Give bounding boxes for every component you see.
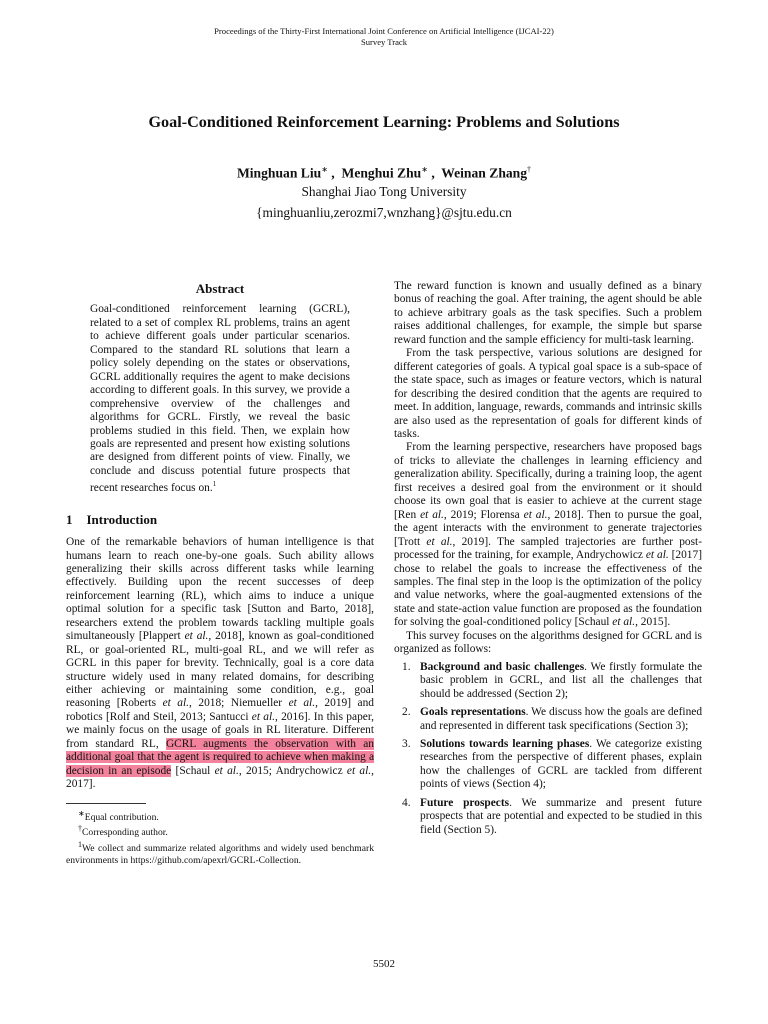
body-paragraph (394, 441, 702, 629)
text-run: , 2018]. Then to pursue the goal, the agent interacts with the environment to generate trajectories [Trott (394, 508, 703, 548)
list-item-text: . We discuss how the goals are defined and represented in different task specifications (Section 3); (420, 706, 703, 732)
author-emails: {minghuanliu,zerozmi7,wnzhang}@sjtu.edu.cn (256, 205, 512, 220)
section-heading (66, 513, 374, 526)
right-column (394, 280, 702, 842)
body-paragraph: From the task perspective, various solutions are designed for different categories of goals. A typical goal space is a sub-space of the state space, such as images or feature vectors, which is natural for describing the desired condition that the agents are required to meet. In addition, language, rewards, commands and intrinsic skills are also used as the representation of goals for different kinds of tasks. (394, 347, 702, 440)
author-mark: † (527, 165, 532, 174)
track-line: Survey Track (360, 37, 408, 47)
list-item-heading: Background and basic challenges (420, 660, 585, 673)
text-run: One of the remarkable behaviors of human intelligence is that humans learn to reach one-by-one goals. Such ability allows generalizing their skills across different tasks while learning effectively. Building upon the recent successes of deep reinforcement learning (RL), which aims to induce a unique optimal solution for a specific task [Sutton and Barto, 2018], researchers extend the problem towards tackling multiple goals simultaneously [Plappert (66, 536, 374, 643)
author-name: Weinan Zhang (441, 165, 528, 181)
page-number: 5502 (373, 958, 395, 970)
list-item-heading: Future prospects (420, 796, 510, 809)
text-run: , 2019; Florensa (443, 508, 524, 521)
abstract-body (90, 303, 350, 495)
conference-line: Proceedings of the Thirty-First International Joint Conference on Artificial Intelligence (IJCAI-22) (214, 26, 554, 36)
affiliation: Shanghai Jiao Tong University (301, 184, 467, 199)
footnote (66, 823, 374, 839)
text-run: et al. (184, 630, 209, 643)
text-run: , 2018], known as goal-conditioned RL, or goal-oriented RL, multi-goal RL, and we will refer as GCRL in this paper for brevity. Technically, goal is a core data structure widely used in many related domains, for describing either achieving or maintaining some condition, e.g., goal reasoning [Roberts (66, 630, 375, 710)
text-run: [Schaul (171, 764, 215, 777)
footnote-ref: 1 (212, 480, 217, 489)
author-name: Minghuan Liu (236, 165, 322, 181)
list-number: 2. (402, 706, 411, 719)
list-item-text: . We summarize and present future prospects that are potential and expected to be studied in this field (Section 5). (420, 796, 702, 836)
footnote (66, 808, 374, 824)
author-mark: ∗ (421, 165, 428, 174)
body-paragraph: This survey focuses on the algorithms designed for GCRL and is organized as follows: (394, 629, 702, 656)
text-run: et al. (612, 616, 636, 629)
footnote-text: We collect and summarize related algorithms and widely used benchmark environments in https://github.com/apexrl/GCRL-Collection. (66, 843, 374, 866)
abstract-heading: Abstract (195, 281, 245, 296)
text-run: , 2018; Niemueller (189, 697, 289, 710)
text-run: et al. (288, 697, 316, 710)
highlighted-text: GCRL augments the observation with an additional goal that the agent is required to achieve when making a decision in an episode (66, 737, 374, 777)
text-run: et al. (251, 710, 275, 723)
footnote-text: Equal contribution. (84, 811, 159, 823)
text-run: et al. (214, 764, 239, 777)
list-number: 1. (402, 660, 411, 673)
abstract-text: Goal-conditioned reinforcement learning (GCRL), related to a set of complex RL problems, trains an agent to achieve different goals under particular scenarios. Compared to the standard RL solutions that learn a policy solely depending on the states or observations, GCRL additionally requires the agent to make decisions according to different goals. In this survey, we provide a comprehensive overview of the challenges and algorithms for GCRL. Firstly, we reveal the basic problems studied in this field. Then, we explain how goals are represented and present how existing solutions are designed from different points of view. Finally, we conclude and discuss potential future prospects that recent researches focus on. (90, 303, 350, 495)
survey-outline-list (394, 661, 702, 837)
section-number: 1 (66, 511, 73, 527)
text-run: et al. (426, 535, 453, 548)
footnote (66, 839, 374, 866)
left-column (66, 282, 374, 866)
text-run: , 2019]. The sampled trajectories are further post-processed for the training, for example, Andrychowicz (394, 535, 702, 562)
footnote-mark: 1 (78, 840, 82, 850)
list-item-text: . We categorize existing researches from the perspective of different phases, explain how the challenges of GCRL are tackled from different points of views (Section 4); (420, 737, 702, 791)
text-run: From the learning perspective, researchers have proposed bags of tricks to alleviate the challenges in learning efficiency and generalization ability. Specifically, during a training loop, the agent first receives a desired goal from the environment or it should choose its own goal that is easier to achieve at the current stage [Ren (394, 441, 702, 521)
text-run: , 2015]. (635, 616, 671, 629)
body-paragraph: The reward function is known and usually defined as a binary bonus of reaching the goal. After training, the agent should be able to achieve arbitrary goals as the task specifies. Such a problem raises additional challenges, for example, the simple but sparse reward function and the sample efficiency for multi-task learning. (394, 280, 702, 346)
text-run: et al. (346, 764, 372, 777)
text-run: et al. (420, 508, 444, 521)
text-run: et al. (523, 508, 548, 521)
list-item-text: . We firstly formulate the basic problem in GCRL, and list all the challenges that should be addressed (Section 2); (420, 660, 703, 700)
list-number: 3. (402, 737, 411, 750)
footnote-text: Corresponding author. (82, 827, 168, 839)
text-run: , 2016]. In this paper, we mainly focus on the usage of goals in RL literature. Different from standard RL, (66, 710, 374, 750)
list-item (394, 797, 702, 837)
list-number: 4. (402, 796, 411, 809)
footnote-divider (66, 803, 146, 804)
paper-title: Goal-Conditioned Reinforcement Learning: Problems and Solutions (148, 113, 620, 131)
author-list: Minghuan Liu∗ , Menghui Zhu∗ , Weinan Zhang† (236, 165, 532, 181)
footnote-mark: † (78, 824, 82, 834)
intro-paragraph (66, 536, 374, 792)
footnote-mark: ∗ (78, 808, 85, 818)
list-item-heading: Solutions towards learning phases (420, 737, 590, 750)
text-run: , 2017]. (66, 764, 374, 791)
text-run: , 2015; Andrychowicz (238, 764, 347, 777)
list-item (394, 661, 702, 701)
conference-header (0, 26, 768, 48)
text-run: , 2019] and robotics [Rolf and Steil, 2013; Santucci (66, 697, 374, 723)
text-run: et al. (162, 697, 190, 710)
list-item-heading: Goals representations (420, 706, 526, 719)
text-run: et al. (645, 549, 669, 562)
text-run: [2017] chose to relabel the goals to increase the effectiveness of the samples. The final step in the loop is the optimization of the policy and value networks, where the goal-augmented extensions of the state and state-action value function are proposed as the foundation for solving the goal-conditioned policy [Schaul (394, 549, 702, 629)
list-item (394, 738, 702, 792)
section-title: Introduction (86, 511, 158, 527)
author-name: Menghui Zhu (341, 165, 422, 181)
author-mark: ∗ (321, 165, 328, 174)
list-item (394, 706, 702, 733)
